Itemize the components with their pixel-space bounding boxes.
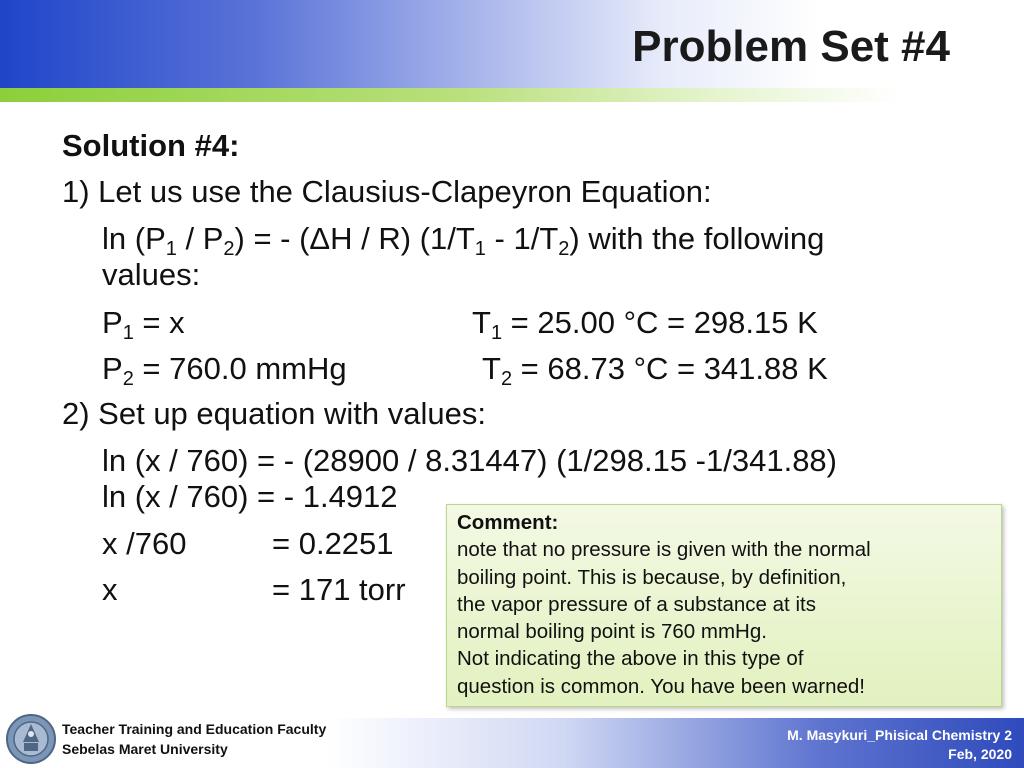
equation-line: $\ln (P_1 / P_2)$ = - (ΔH / R) $(1/T_1 - 1/T_2)$ with the following xyxy=(102,221,825,260)
comment-line: Not indicating the above in this type of xyxy=(457,647,804,671)
footer-course: M. Masykuri_Phisical Chemistry 2 xyxy=(787,727,1012,743)
value-t2: $T_2 = 68.73$ °C = 341.88 K xyxy=(482,351,828,390)
footer-date: Feb, 2020 xyxy=(948,746,1012,762)
footer-university: Sebelas Maret University xyxy=(62,741,228,757)
comment-title: Comment: xyxy=(457,511,559,534)
comment-callout xyxy=(446,504,1002,707)
footer-faculty: Teacher Training and Education Faculty xyxy=(62,721,327,737)
value-p2: $P_2 = 760.0$ mmHg xyxy=(102,351,347,390)
calc-line-4-value: = 171 torr xyxy=(272,572,406,607)
university-logo-icon xyxy=(4,712,58,766)
equation-continuation: values: xyxy=(102,257,201,292)
comment-line: the vapor pressure of a substance at its xyxy=(457,592,816,616)
calc-line-1: ln (x / 760) = - (28900 / 8.31447) (1/298.15 -1/341.88) xyxy=(102,443,837,478)
step-2-text: 2) Set up equation with values: xyxy=(62,396,486,431)
comment-line: question is common. You have been warned! xyxy=(457,674,865,698)
calc-line-2: ln (x / 760) = - 1.4912 xyxy=(102,479,398,514)
step-1-text: 1) Let us use the Clausius-Clapeyron Equation: xyxy=(62,174,712,209)
calc-line-3-label: x /760 xyxy=(102,526,187,561)
accent-stripe xyxy=(0,88,1024,102)
comment-line: note that no pressure is given with the normal xyxy=(457,538,871,562)
comment-line: boiling point. This is because, by definition, xyxy=(457,565,847,589)
comment-line: normal boiling point is 760 mmHg. xyxy=(457,620,767,644)
value-t1: $T_1 = 25.00$ °C = 298.15 K xyxy=(472,305,818,344)
solution-heading: Solution #4: xyxy=(62,128,240,163)
slide-title: Problem Set #4 xyxy=(632,22,950,71)
calc-line-4-label: x xyxy=(102,572,118,607)
calc-line-3-value: = 0.2251 xyxy=(272,526,394,561)
value-p1: $P_1 = x$ xyxy=(102,305,185,344)
